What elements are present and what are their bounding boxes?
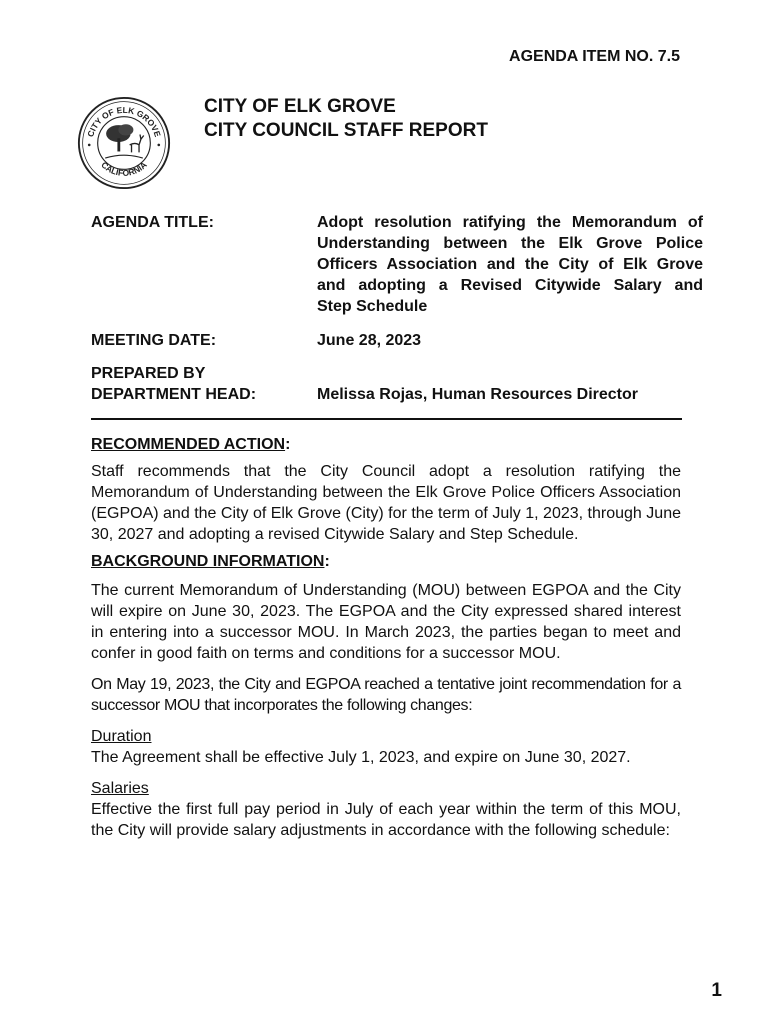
recommended-action-heading: RECOMMENDED ACTION: <box>91 436 291 453</box>
agenda-item-number: AGENDA ITEM NO. 7.5 <box>509 48 680 65</box>
meeting-date-label: MEETING DATE: <box>91 332 217 349</box>
city-seal-logo <box>77 96 171 190</box>
agenda-title-line: Step Schedule <box>317 298 428 315</box>
report-body <box>91 434 681 841</box>
prepared-by-value: Melissa Rojas, Human Resources Director <box>317 386 639 403</box>
salaries-heading: Salaries <box>91 780 149 797</box>
duration-heading: Duration <box>91 728 152 745</box>
city-title: CITY OF ELK GROVE <box>204 96 396 117</box>
agenda-title-line: Understanding between the Elk Grove Police <box>317 235 703 252</box>
meeting-date-value: June 28, 2023 <box>317 332 422 349</box>
section-divider <box>91 418 682 420</box>
agenda-title-value <box>317 212 703 317</box>
report-type-title: CITY COUNCIL STAFF REPORT <box>204 120 488 141</box>
salaries-text: Effective the first full pay period in July of each year within the term of this MOU, the City will provide salary adjustments in accordance with the following schedule: <box>91 801 681 839</box>
prepared-by-label <box>91 363 256 405</box>
background-paragraph-1: The current Memorandum of Understanding (MOU) between EGPOA and the City will expire on June 30, 2023. The EGPOA and the City expressed shared interest in entering into a successor MOU. In March 2023, the parties began to meet and confer in good faith on terms and conditions for a successor MOU. <box>91 582 681 662</box>
svg-text:CALIFORNIA <box>99 160 148 178</box>
agenda-title-line: Officers Association and the City of Elk Grove <box>317 256 703 273</box>
background-heading: BACKGROUND INFORMATION: <box>91 553 330 570</box>
agenda-title-label: AGENDA TITLE: <box>91 214 214 231</box>
page-number: 1 <box>711 980 722 1001</box>
prepared-by-label-line: PREPARED BY <box>91 365 206 382</box>
seal-top-text: CITY OF ELK GROVE <box>85 104 163 139</box>
prepared-by-label-line: DEPARTMENT HEAD: <box>91 386 257 403</box>
agenda-title-line: and adopting a Revised Citywide Salary and <box>317 277 703 294</box>
report-titles <box>204 95 488 143</box>
background-paragraph-2: On May 19, 2023, the City and EGPOA reached a tentative joint recommendation for a successor MOU that incorporates the following changes: <box>91 676 681 714</box>
agenda-title-line: Adopt resolution ratifying the Memorandum of <box>317 214 703 231</box>
seal-bottom-text: CALIFORNIA <box>99 159 149 178</box>
duration-text: The Agreement shall be effective July 1, 2023, and expire on June 30, 2027. <box>91 749 631 766</box>
recommended-action-text: Staff recommends that the City Council adopt a resolution ratifying the Memorandum of Understanding between the Elk Grove Police Officers Association (EGPOA) and the City of Elk Grove (City) for the term of July 1, 2023, through June 30, 2027 and adopting a revised Citywide Salary and Step Schedule. <box>91 463 681 543</box>
